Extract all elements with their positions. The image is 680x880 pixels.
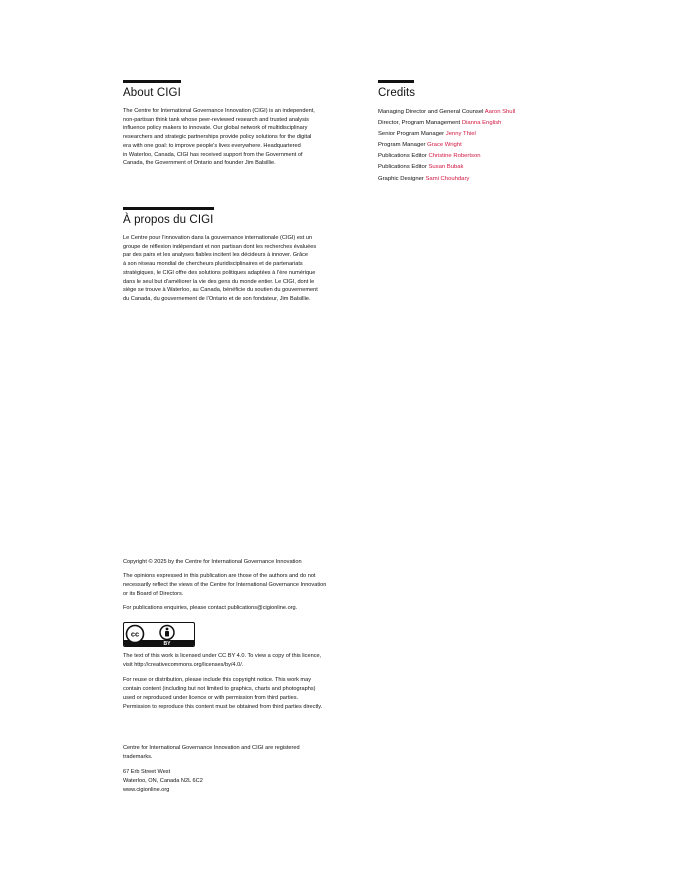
credits-section — [378, 80, 578, 185]
apropos-paragraph — [123, 234, 363, 304]
trademark-line: Centre for International Governance Innovation and CIGI are registered — [123, 745, 300, 751]
credit-role: Managing Director and General Counsel — [378, 109, 484, 115]
enquiries-line: For publications enquiries, please contact publications@cigionline.org. — [123, 604, 298, 611]
apropos-line: dans le seul but d’améliorer la vie des gens du monde entier. Le CIGI, dont le — [123, 278, 315, 285]
apropos-rule — [123, 207, 214, 210]
address — [123, 768, 373, 795]
credit-role: Director, Program Management — [378, 120, 461, 127]
credits-list — [378, 107, 578, 185]
trademark-line: trademarks. — [123, 753, 153, 760]
creative-commons-by-icon — [123, 622, 195, 647]
credit-row — [378, 118, 578, 129]
about-line: era with one goal: to improve people’s lives everywhere. Headquartered — [123, 142, 301, 149]
credit-name: Susan Bubak — [428, 164, 464, 171]
website-link[interactable]: www.cigionline.org — [123, 786, 170, 793]
copyright-line: Copyright © 2025 by the Centre for International Governance Innovation — [123, 559, 302, 565]
reuse-paragraph — [123, 676, 373, 712]
copyright-block — [123, 558, 373, 613]
cc-glyph: cc — [130, 629, 140, 639]
address-line: Waterloo, ON, Canada N2L 6C2 — [123, 777, 203, 784]
about-heading: About CIGI — [123, 87, 181, 99]
about-rule — [123, 80, 181, 83]
opinions-paragraph — [123, 572, 373, 599]
reuse-line: For reuse or distribution, please include this copyright notice. This work may — [123, 676, 311, 683]
about-line: in Waterloo, Canada, CIGI has received support from the Government of — [123, 151, 303, 158]
reuse-line: used or reproduced under licence or with permission from third parties. — [123, 694, 299, 701]
credit-name: Aaron Shull — [484, 109, 516, 115]
apropos-line: Le Centre pour l’innovation dans la gouvernance internationale (CIGI) est un — [123, 235, 313, 241]
reuse-line: Permission to reproduce this content must be obtained from third parties directly. — [123, 703, 323, 710]
credit-row — [378, 107, 578, 118]
credit-name: Dianna English — [461, 120, 502, 127]
address-line: 67 Erb Street West — [123, 768, 171, 775]
apropos-line: par des pairs et les analyses fiables incitent les décideurs à innover. Grâce — [123, 252, 309, 259]
credit-role: Program Manager — [378, 142, 426, 149]
credit-name: Sami Chouhdary — [425, 175, 470, 182]
credits-heading: Credits — [378, 87, 416, 99]
opinions-line: The opinions expressed in this publication are those of the authors and do not — [123, 572, 316, 579]
apropos-line: stratégiques, le CIGI offre des solutions politiques adaptées à l’ère numérique — [123, 269, 316, 276]
license-line: The text of this work is licensed under CC BY 4.0. To view a copy of this licence, — [123, 653, 322, 659]
credit-row — [378, 140, 578, 151]
license-block — [123, 652, 373, 711]
opinions-line: or its Board of Directors. — [123, 590, 184, 597]
apropos-line: à son réseau mondial de chercheurs pluridisciplinaires et de partenariats — [123, 261, 303, 268]
credit-row — [378, 129, 578, 140]
about-line: The Centre for International Governance Innovation (CIGI) is an independent, — [123, 108, 315, 114]
credit-name: Christine Robertson — [428, 153, 481, 160]
credit-role: Publications Editor — [378, 164, 427, 171]
apropos-line: du Canada, du gouvernement de l’Ontario et de son fondateur, Jim Balsillie. — [123, 295, 311, 302]
credit-role: Senior Program Manager — [378, 131, 445, 138]
apropos-heading: À propos du CIGI — [123, 214, 214, 226]
credit-role: Graphic Designer — [378, 175, 424, 182]
credits-rule — [378, 80, 414, 83]
by-label: BY — [163, 641, 171, 646]
license-line: visit http://creativecommons.org/licenses/by/4.0/. — [123, 661, 244, 668]
apropos-section — [123, 207, 363, 304]
opinions-line: necessarily reflect the views of the Centre for International Governance Innovation — [123, 581, 327, 588]
cc-license-graphic — [124, 623, 194, 646]
credit-role: Publications Editor — [378, 153, 427, 160]
apropos-line: siège se trouve à Waterloo, au Canada, bénéficie du soutien du gouvernement — [123, 287, 318, 294]
credit-name: Jenny Thiel — [445, 131, 476, 138]
credit-row — [378, 174, 578, 185]
credit-name: Grace Wright — [427, 142, 462, 149]
about-line: Canada, the Government of Ontario and founder Jim Balsillie. — [123, 160, 276, 167]
reuse-line: contain content (including but not limited to graphics, charts and photographs) — [123, 685, 316, 692]
trademark-block — [123, 744, 373, 795]
about-section — [123, 80, 363, 168]
about-line: non-partisan think tank whose peer-reviewed research and trusted analysis — [123, 116, 309, 123]
about-line: researchers and strategic partnerships provide policy solutions for the digital — [123, 134, 312, 141]
apropos-line: groupe de réflexion indépendant et non partisan dont les recherches évaluées — [123, 243, 317, 250]
credit-row — [378, 151, 578, 162]
about-line: influence policy makers to innovate. Our global network of multidisciplinary — [123, 125, 308, 132]
about-paragraph — [123, 107, 363, 168]
credit-row — [378, 162, 578, 173]
